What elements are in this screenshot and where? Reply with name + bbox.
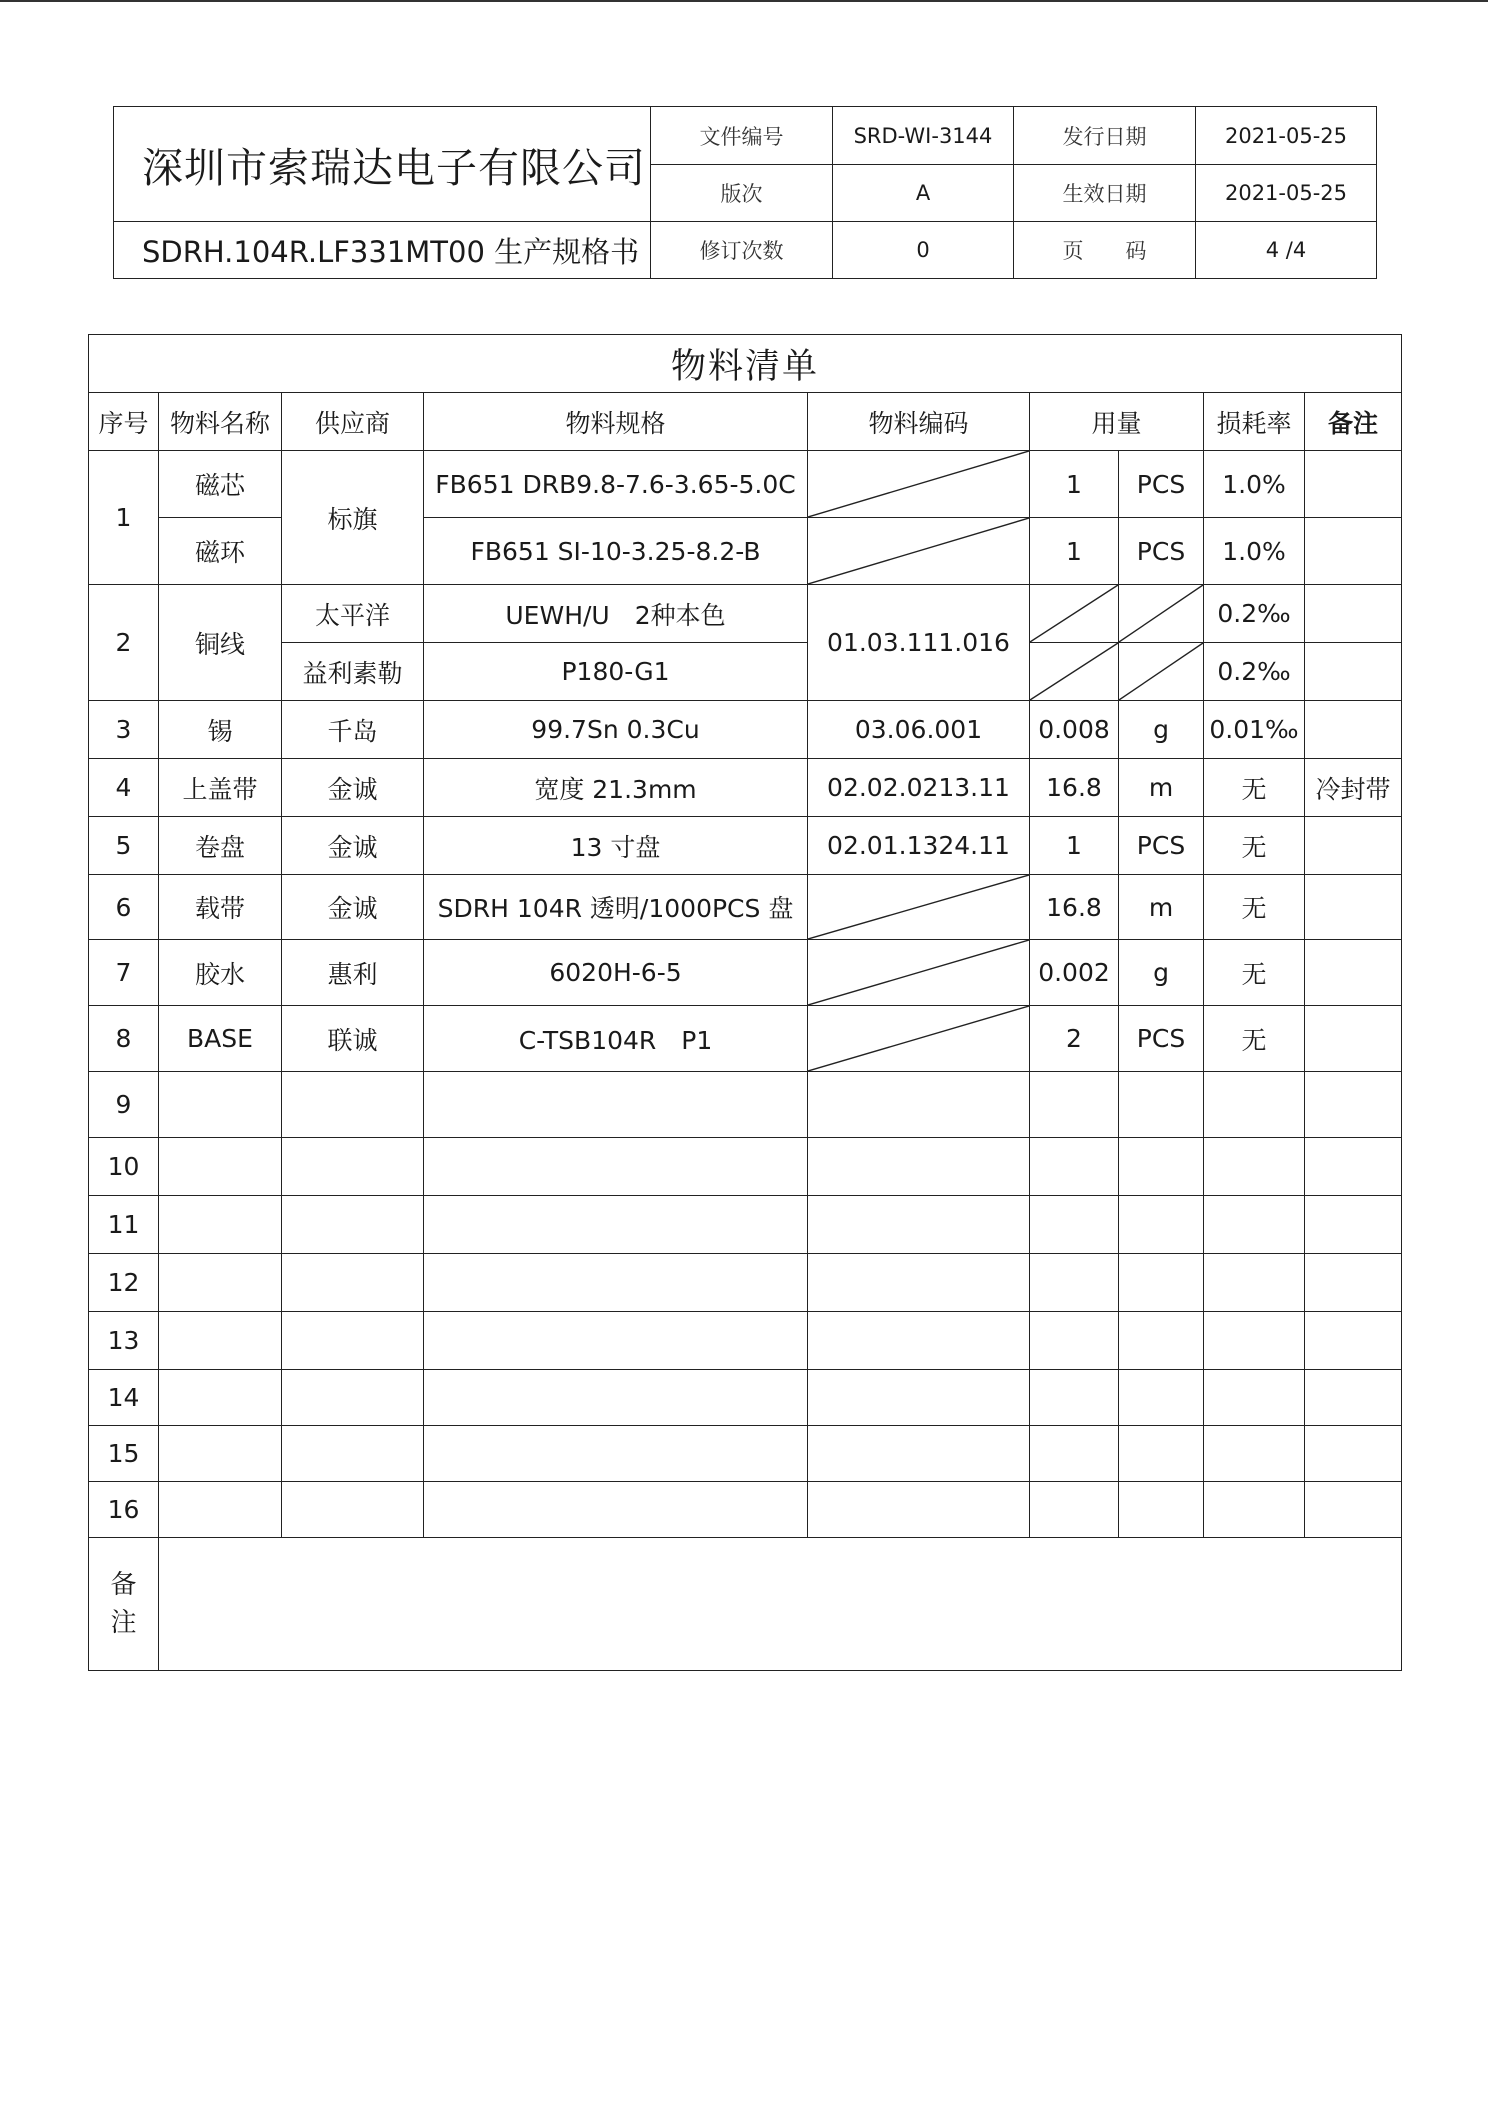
unit: g (1119, 940, 1204, 1006)
material-spec: 99.7Sn 0.3Cu (424, 701, 808, 759)
row-no: 14 (89, 1370, 159, 1426)
table-row (89, 759, 1402, 817)
quantity: 0.002 (1030, 940, 1119, 1006)
material-code-empty (808, 518, 1030, 585)
loss-rate: 无 (1204, 1006, 1305, 1072)
loss-rate: 1.0% (1204, 518, 1305, 585)
unit: m (1119, 875, 1204, 940)
col-header-code: 物料编码 (808, 393, 1030, 451)
col-header-supplier: 供应商 (282, 393, 424, 451)
remark (1305, 643, 1402, 701)
row-no: 10 (89, 1138, 159, 1196)
quantity: 2 (1030, 1006, 1119, 1072)
quantity-empty (1030, 585, 1119, 643)
bom-title: 物料清单 (89, 335, 1402, 393)
table-row-empty (89, 1196, 1402, 1254)
unit: PCS (1119, 518, 1204, 585)
version-label: 版次 (651, 165, 833, 222)
diagonal-slash (808, 518, 1029, 584)
supplier: 金诚 (282, 875, 424, 940)
issue-date-label: 发行日期 (1014, 107, 1196, 165)
remark (1305, 817, 1402, 875)
material-spec: UEWH/U 2种本色 (424, 585, 808, 643)
material-spec: 13 寸盘 (424, 817, 808, 875)
loss-rate: 无 (1204, 875, 1305, 940)
row-no: 16 (89, 1482, 159, 1538)
row-no: 4 (89, 759, 159, 817)
material-code: 01.03.111.016 (808, 585, 1030, 701)
diagonal-slash (808, 875, 1029, 939)
revision-value: 0 (833, 222, 1014, 279)
material-name: BASE (159, 1006, 282, 1072)
col-header-spec: 物料规格 (424, 393, 808, 451)
material-name: 铜线 (159, 585, 282, 701)
table-row (89, 817, 1402, 875)
table-row-empty (89, 1370, 1402, 1426)
page-label: 页 码 (1014, 222, 1196, 279)
quantity: 1 (1030, 518, 1119, 585)
remark (1305, 701, 1402, 759)
material-spec: 宽度 21.3mm (424, 759, 808, 817)
material-name: 锡 (159, 701, 282, 759)
unit: PCS (1119, 817, 1204, 875)
table-row-empty (89, 1254, 1402, 1312)
material-code-empty (808, 1006, 1030, 1072)
remark (1305, 451, 1402, 518)
material-name: 磁环 (159, 518, 282, 585)
diagonal-slash (808, 1006, 1029, 1071)
row-no: 9 (89, 1072, 159, 1138)
loss-rate: 无 (1204, 940, 1305, 1006)
row-no: 8 (89, 1006, 159, 1072)
unit: m (1119, 759, 1204, 817)
quantity: 0.008 (1030, 701, 1119, 759)
material-code: 02.02.0213.11 (808, 759, 1030, 817)
material-name: 载带 (159, 875, 282, 940)
table-row-empty (89, 1072, 1402, 1138)
notes-row (89, 1538, 1402, 1671)
material-name: 磁芯 (159, 451, 282, 518)
table-row (89, 585, 1402, 643)
notes-label-char-1: 备 (110, 1570, 137, 1600)
material-code-empty (808, 875, 1030, 940)
issue-date-value: 2021-05-25 (1196, 107, 1377, 165)
supplier: 益利素勒 (282, 643, 424, 701)
bill-of-materials-table (88, 334, 1402, 1671)
table-row (89, 940, 1402, 1006)
table-row (89, 643, 1402, 701)
row-no: 3 (89, 701, 159, 759)
quantity-empty (1030, 643, 1119, 701)
table-row-empty (89, 1426, 1402, 1482)
remark (1305, 518, 1402, 585)
material-spec: FB651 SI-10-3.25-8.2-B (424, 518, 808, 585)
material-spec: SDRH 104R 透明/1000PCS 盘 (424, 875, 808, 940)
material-spec: 6020H-6-5 (424, 940, 808, 1006)
supplier: 金诚 (282, 817, 424, 875)
quantity: 1 (1030, 817, 1119, 875)
table-row (89, 1006, 1402, 1072)
remark (1305, 940, 1402, 1006)
table-row (89, 701, 1402, 759)
effective-date-label: 生效日期 (1014, 165, 1196, 222)
doc-number-value: SRD-WI-3144 (833, 107, 1014, 165)
quantity: 1 (1030, 451, 1119, 518)
material-code: 02.01.1324.11 (808, 817, 1030, 875)
document-header-table (113, 106, 1377, 279)
material-spec: FB651 DRB9.8-7.6-3.65-5.0C (424, 451, 808, 518)
material-name: 上盖带 (159, 759, 282, 817)
table-row (89, 875, 1402, 940)
version-value: A (833, 165, 1014, 222)
loss-rate: 无 (1204, 817, 1305, 875)
loss-rate: 无 (1204, 759, 1305, 817)
row-no: 12 (89, 1254, 159, 1312)
bom-column-headers (89, 393, 1402, 451)
col-header-remark: 备注 (1305, 393, 1402, 451)
unit: g (1119, 701, 1204, 759)
material-name: 胶水 (159, 940, 282, 1006)
diagonal-slash (808, 940, 1029, 1005)
supplier: 金诚 (282, 759, 424, 817)
diagonal-slash (1119, 585, 1203, 642)
document-title: SDRH.104R.LF331MT00 生产规格书 (114, 222, 651, 279)
notes-label (89, 1538, 159, 1671)
remark (1305, 585, 1402, 643)
page-value: 4 /4 (1196, 222, 1377, 279)
company-name: 深圳市索瑞达电子有限公司 (114, 107, 651, 222)
material-spec: C-TSB104R P1 (424, 1006, 808, 1072)
loss-rate: 0.2‰ (1204, 585, 1305, 643)
col-header-loss: 损耗率 (1204, 393, 1305, 451)
row-no: 7 (89, 940, 159, 1006)
material-code-empty (808, 940, 1030, 1006)
remark (1305, 875, 1402, 940)
unit-empty (1119, 585, 1204, 643)
row-no: 5 (89, 817, 159, 875)
quantity: 16.8 (1030, 759, 1119, 817)
row-no: 13 (89, 1312, 159, 1370)
supplier: 联诚 (282, 1006, 424, 1072)
row-no: 6 (89, 875, 159, 940)
notes-label-char-2: 注 (110, 1608, 137, 1638)
page-top-border (0, 0, 1488, 2)
table-row-empty (89, 1138, 1402, 1196)
row-no: 1 (89, 451, 159, 585)
col-header-qty: 用量 (1030, 393, 1204, 451)
row-no: 15 (89, 1426, 159, 1482)
effective-date-value: 2021-05-25 (1196, 165, 1377, 222)
material-name: 卷盘 (159, 817, 282, 875)
supplier: 惠利 (282, 940, 424, 1006)
row-no: 11 (89, 1196, 159, 1254)
diagonal-slash (808, 451, 1029, 517)
material-spec: P180-G1 (424, 643, 808, 701)
diagonal-slash (1030, 585, 1118, 642)
col-header-no: 序号 (89, 393, 159, 451)
table-row-empty (89, 1312, 1402, 1370)
unit: PCS (1119, 451, 1204, 518)
remark: 冷封带 (1305, 759, 1402, 817)
diagonal-slash (1119, 643, 1203, 700)
unit: PCS (1119, 1006, 1204, 1072)
doc-number-label: 文件编号 (651, 107, 833, 165)
supplier: 太平洋 (282, 585, 424, 643)
row-no: 2 (89, 585, 159, 701)
loss-rate: 0.01‰ (1204, 701, 1305, 759)
loss-rate: 0.2‰ (1204, 643, 1305, 701)
revision-label: 修订次数 (651, 222, 833, 279)
notes-content (159, 1538, 1402, 1671)
material-code: 03.06.001 (808, 701, 1030, 759)
table-row-empty (89, 1482, 1402, 1538)
material-code-empty (808, 451, 1030, 518)
supplier: 千岛 (282, 701, 424, 759)
quantity: 16.8 (1030, 875, 1119, 940)
supplier: 标旗 (282, 451, 424, 585)
remark (1305, 1006, 1402, 1072)
diagonal-slash (1030, 643, 1118, 700)
unit-empty (1119, 643, 1204, 701)
col-header-name: 物料名称 (159, 393, 282, 451)
loss-rate: 1.0% (1204, 451, 1305, 518)
table-row (89, 451, 1402, 518)
